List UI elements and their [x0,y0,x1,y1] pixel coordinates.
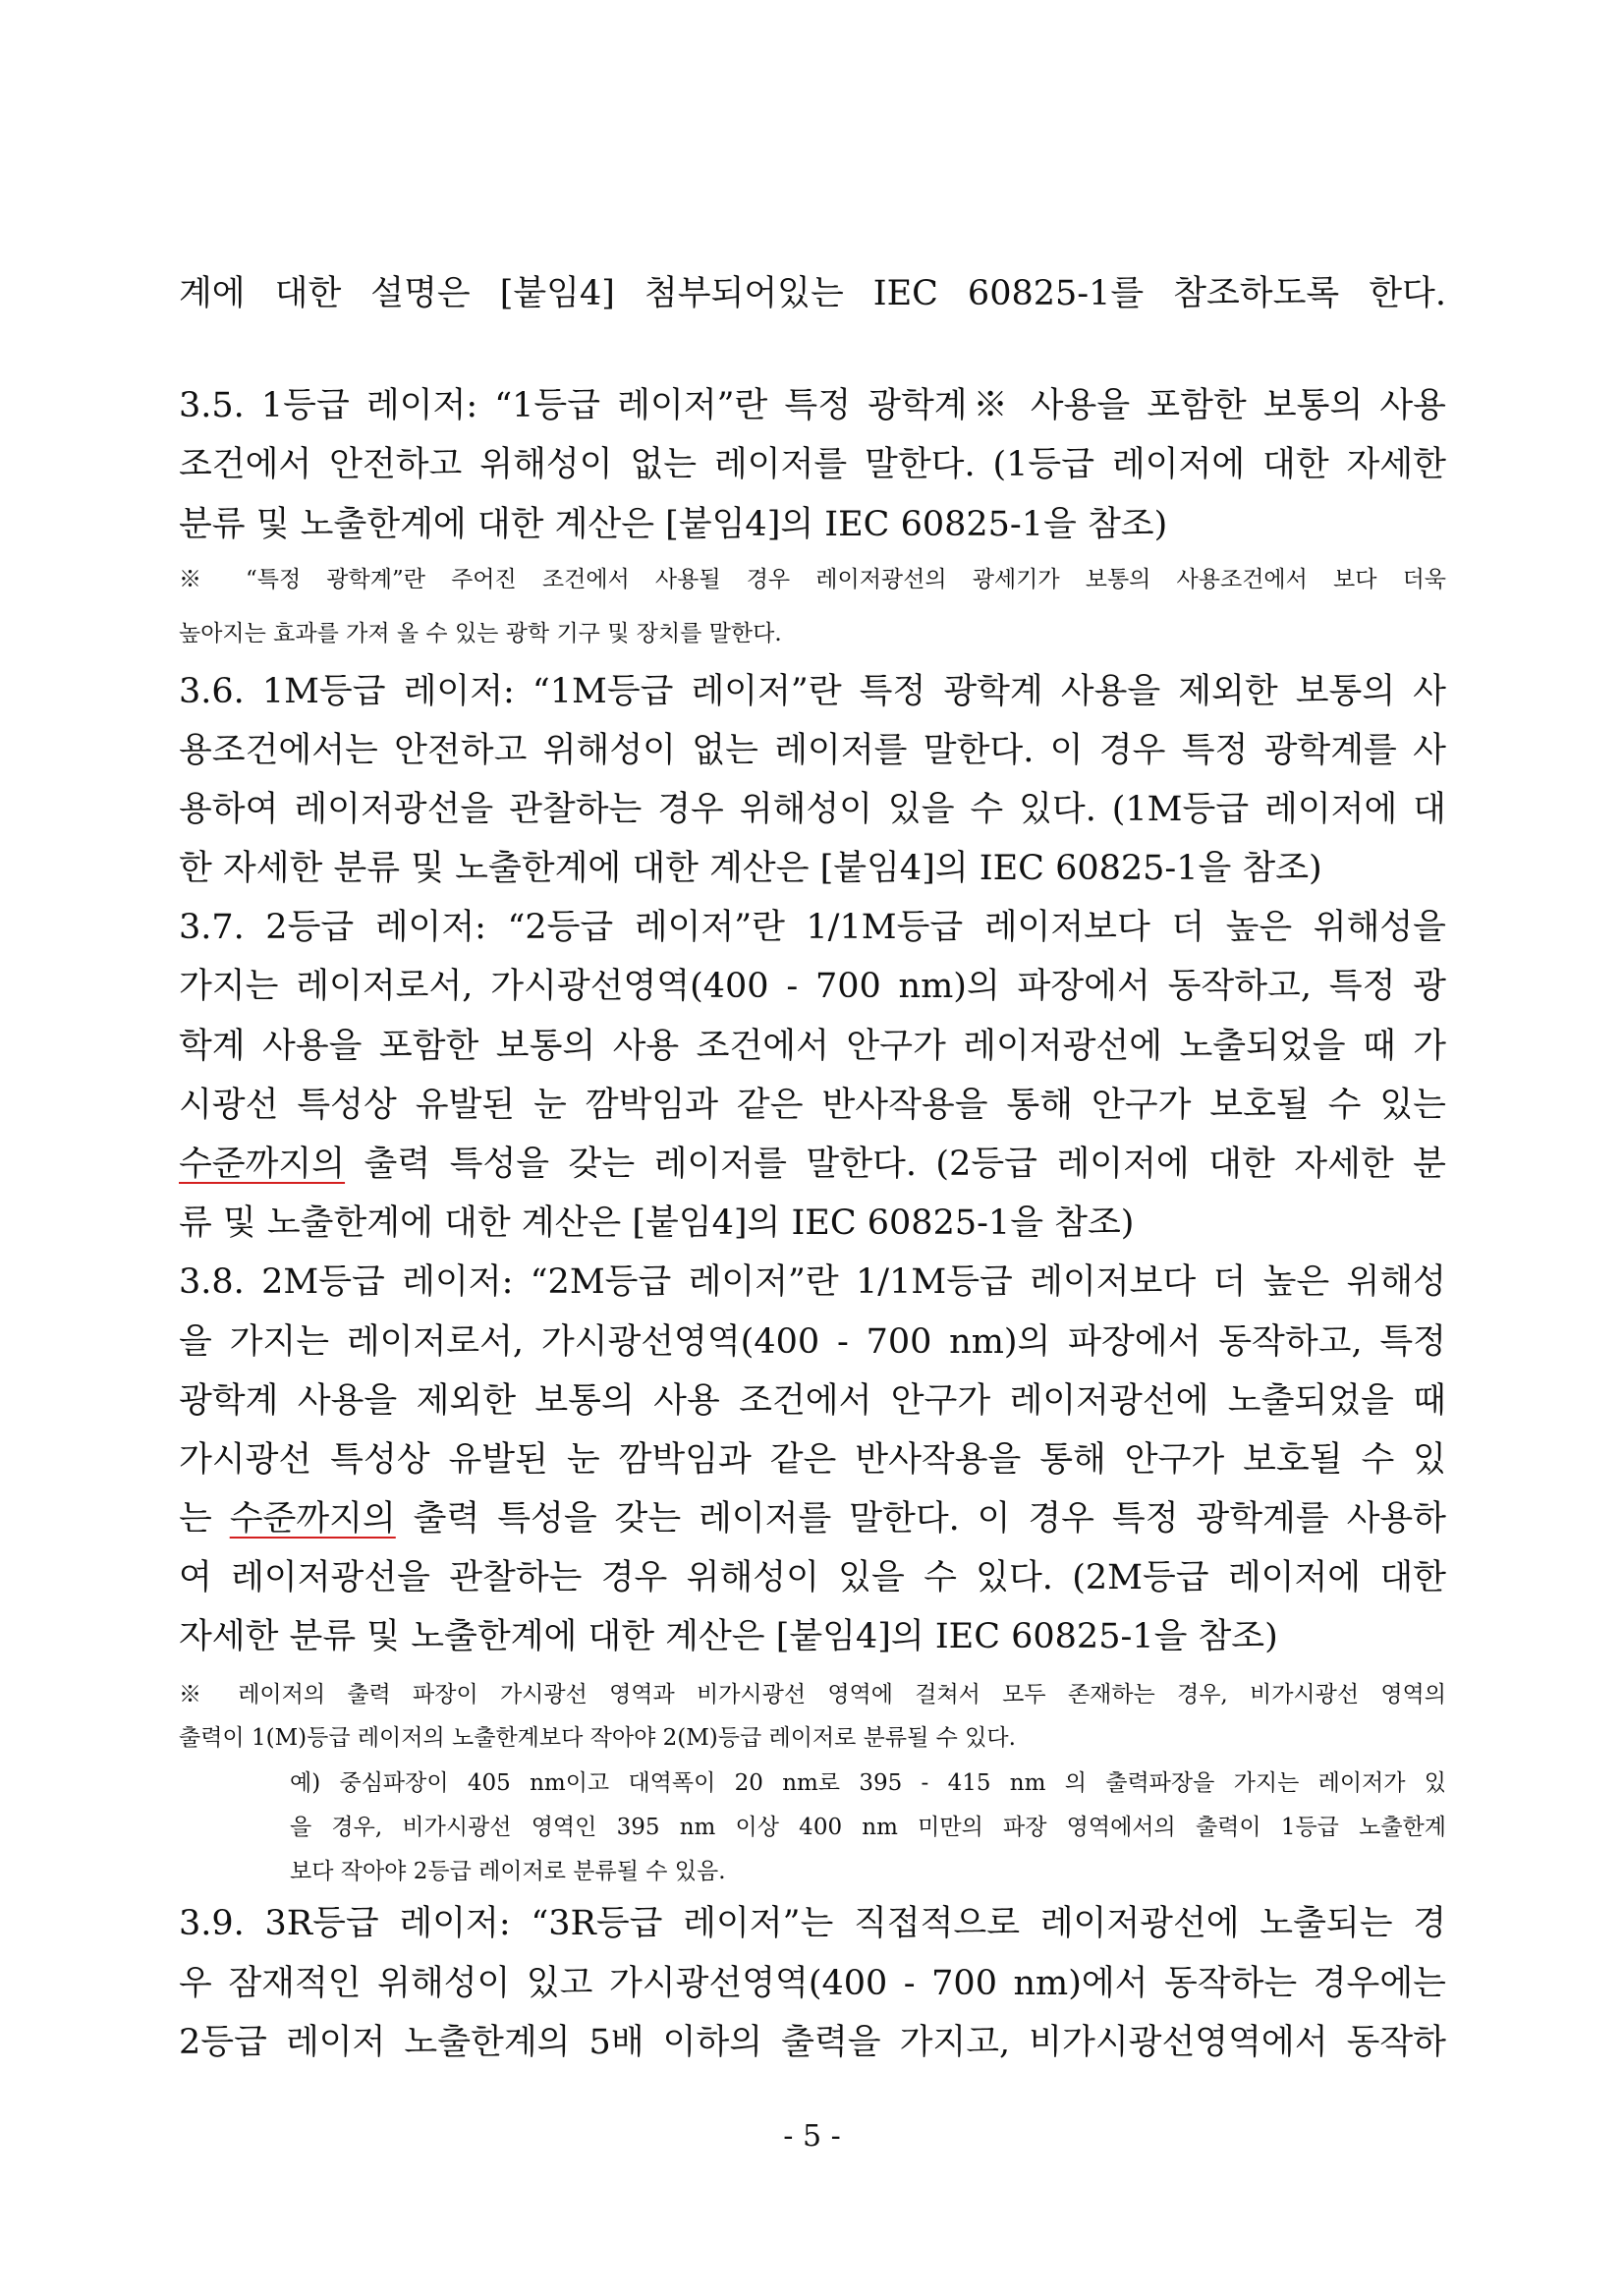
section-3-7-heading-line: 3.7. 2등급 레이저: “2등급 레이저”란 1/1M등급 레이저보다 더 높은 위해성을 [179,908,1446,947]
text-line: 류 및 노출한계에 대한 계산은 [붙임4]의 IEC 60825-1을 참조) [179,1204,1135,1243]
section-3-5-heading-line: 3.5. 1등급 레이저: “1등급 레이저”란 특정 광학계※ 사용을 포함한 보통의 사용 [179,386,1446,425]
footnote-line: ※ 레이저의 출력 파장이 가시광선 영역과 비가시광선 영역에 걸쳐서 모두 존재하는 경우, 비가시광선 영역의 [179,1682,1446,1708]
text-line: 분류 및 노출한계에 대한 계산은 [붙임4]의 IEC 60825-1을 참조) [179,505,1168,544]
text-line: 여 레이저광선을 관찰하는 경우 위해성이 있을 수 있다. (2M등급 레이저에 대한 [179,1558,1446,1597]
text-line: 용조건에서는 안전하고 위해성이 없는 레이저를 말한다. 이 경우 특정 광학계를 사 [179,731,1446,770]
text-line: 우 잠재적인 위해성이 있고 가시광선영역(400 - 700 nm)에서 동작하는 경우에는 [179,1964,1446,2003]
section-3-6-heading-line: 3.6. 1M등급 레이저: “1M등급 레이저”란 특정 광학계 사용을 제외한 보통의 사 [179,672,1446,711]
example-note-line: 을 경우, 비가시광선 영역인 395 nm 이상 400 nm 미만의 파장 영역에서의 출력이 1등급 노출한계 [290,1815,1446,1840]
text-line: 2등급 레이저 노출한계의 5배 이하의 출력을 가지고, 비가시광선영역에서 동작하 [179,2023,1446,2062]
underlined-phrase: 수준까지의 [179,1145,346,1184]
footnote-line: 높아지는 효과를 가져 올 수 있는 광학 기구 및 장치를 말한다. [179,621,782,646]
text-line: 조건에서 안전하고 위해성이 없는 레이저를 말한다. (1등급 레이저에 대한 자세한 [179,445,1446,484]
text-line: 시광선 특성상 유발된 눈 깜박임과 같은 반사작용을 통해 안구가 보호될 수 있는 [179,1086,1446,1125]
underlined-phrase: 수준까지의 [229,1499,396,1539]
text-line-with-underline [179,1490,1446,1547]
text-line: 가지는 레이저로서, 가시광선영역(400 - 700 nm)의 파장에서 동작하고, 특정 광 [179,967,1446,1006]
section-3-8-heading-line: 3.8. 2M등급 레이저: “2M등급 레이저”란 1/1M등급 레이저보다 더 높은 위해성 [179,1262,1446,1302]
text-fragment: 출력 특성을 갖는 레이저를 말한다. 이 경우 특정 광학계를 사용하 [395,1499,1446,1539]
text-fragment: 는 [179,1499,230,1539]
text-line: 한 자세한 분류 및 노출한계에 대한 계산은 [붙임4]의 IEC 60825-1을 참조) [179,849,1322,888]
example-note-line: 예) 중심파장이 405 nm이고 대역폭이 20 nm로 395 - 415 nm 의 출력파장을 가지는 레이저가 있 [290,1770,1446,1796]
text-line: 광학계 사용을 제외한 보통의 사용 조건에서 안구가 레이저광선에 노출되었을 때 [179,1381,1446,1421]
text-line: 용하여 레이저광선을 관찰하는 경우 위해성이 있을 수 있다. (1M등급 레이저에 대 [179,790,1446,829]
text-fragment: 출력 특성을 갖는 레이저를 말한다. (2등급 레이저에 대한 자세한 분 [345,1145,1446,1184]
footnote-line: ※ “특정 광학계”란 주어진 조건에서 사용될 경우 레이저광선의 광세기가 보통의 사용조건에서 보다 더욱 [179,567,1446,592]
section-3-9-heading-line: 3.9. 3R등급 레이저: “3R등급 레이저”는 직접적으로 레이저광선에 노출되는 경 [179,1904,1446,1943]
example-note-line: 보다 작아야 2등급 레이저로 분류될 수 있음. [290,1859,726,1884]
page-number: - 5 - [783,2119,841,2154]
text-line: 자세한 분류 및 노출한계에 대한 계산은 [붙임4]의 IEC 60825-1을 참조) [179,1617,1278,1656]
text-line: 학계 사용을 포함한 보통의 사용 조건에서 안구가 레이저광선에 노출되었을 때 가 [179,1027,1446,1066]
footnote-line: 출력이 1(M)등급 레이저의 노출한계보다 작아야 2(M)등급 레이저로 분류될 수 있다. [179,1725,1016,1751]
text-line-with-underline [179,1136,1446,1193]
text-line: 을 가지는 레이저로서, 가시광선영역(400 - 700 nm)의 파장에서 동작하고, 특정 [179,1322,1446,1362]
text-line: 가시광선 특성상 유발된 눈 깜박임과 같은 반사작용을 통해 안구가 보호될 수 있 [179,1440,1446,1480]
text-line: 계에 대한 설명은 [붙임4] 첨부되어있는 IEC 60825-1를 참조하도록 한다. [179,274,1446,313]
